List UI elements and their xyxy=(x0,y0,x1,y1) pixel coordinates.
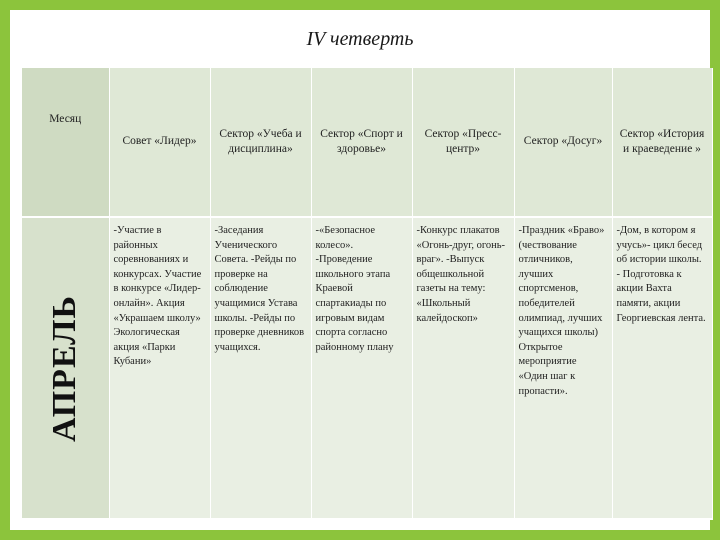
header-leisure: Сектор «Досуг» xyxy=(514,68,612,217)
header-council: Совет «Лидер» xyxy=(109,68,210,217)
table-row-april xyxy=(22,217,712,519)
table-header-row xyxy=(22,68,712,217)
cell-council: -Участие в районных соревнованиях и конкурсах. Участие в конкурсе «Лидер-онлайн». Акция «Украшаем школу» Экологическая акция «Парки Кубани» xyxy=(109,217,210,519)
header-study: Сектор «Учеба и дисциплина» xyxy=(210,68,311,217)
cell-study: -Заседания Ученического Совета. -Рейды по проверке на соблюдение учащимися Устава школы. -Рейды по проверке дневников учащихся. xyxy=(210,217,311,519)
header-month: Месяц xyxy=(22,68,109,217)
cell-history: -Дом, в котором я учусь»- цикл бесед об истории школы. - Подготовка к акции Вахта памяти, акции Георгиевская лента. xyxy=(612,217,712,519)
cell-sport: -«Безопасное колесо». -Проведение школьного этапа Краевой спартакиады по игровым видам спорта согласно районному плану xyxy=(311,217,412,519)
header-history: Сектор «История и краеведение » xyxy=(612,68,712,217)
activity-plan-table xyxy=(22,68,713,520)
cell-leisure: -Праздник «Браво» (чествование отличников, лучших спортсменов, победителей олимпиад, лучших учащихся школы) Открытое мероприятие «Один шаг к пропасти». xyxy=(514,217,612,519)
month-cell xyxy=(22,217,109,519)
cell-press: -Конкурс плакатов «Огонь-друг, огонь-враг». -Выпуск общешкольной газеты на тему: «Школьный калейдоскоп» xyxy=(412,217,514,519)
header-sport: Сектор «Спорт и здоровье» xyxy=(311,68,412,217)
header-press: Сектор «Пресс-центр» xyxy=(412,68,514,217)
month-label: АПРЕЛЬ xyxy=(45,294,83,442)
slide-title: IV четверть xyxy=(306,28,414,50)
